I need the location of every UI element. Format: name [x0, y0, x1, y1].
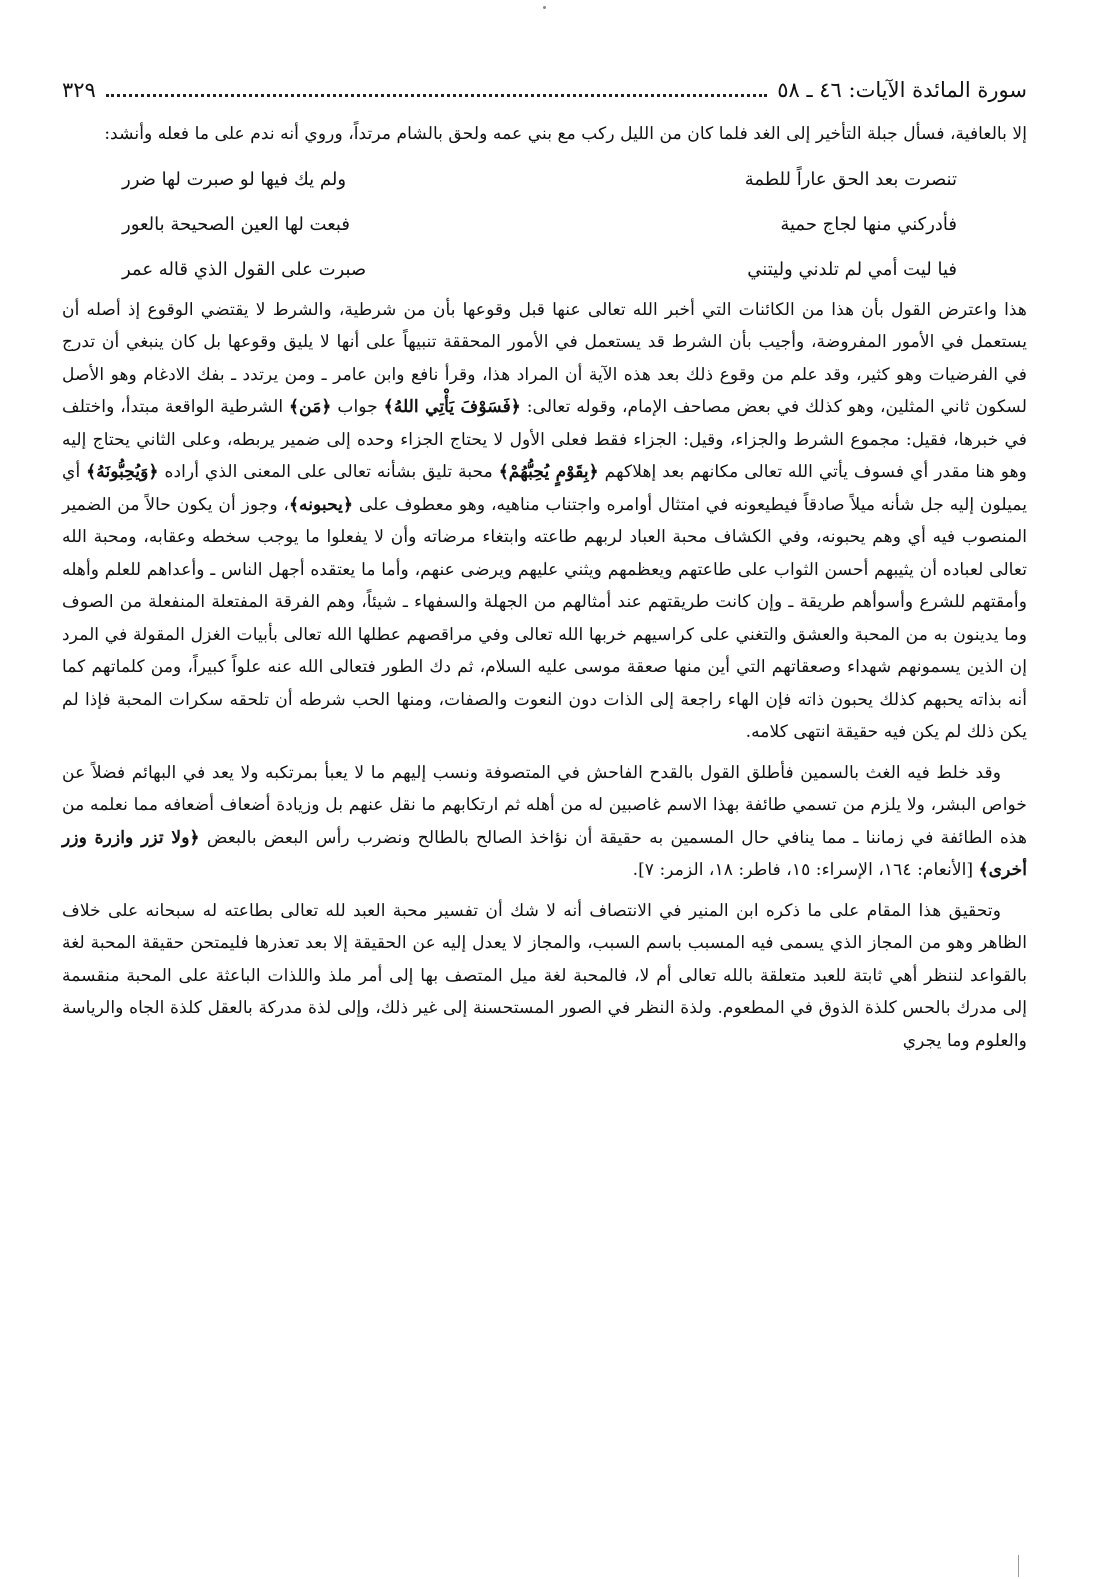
- text-run: محبة تليق بشأنه تعالى على المعنى الذي أراده: [158, 462, 499, 482]
- page-number: ٣٢٩: [62, 78, 96, 102]
- book-page: [62, 78, 1027, 1558]
- verse-first-half: فأدركني منها لجاج حمية: [780, 213, 957, 235]
- quran-quote: ﴿يحبونه﴾: [288, 494, 354, 515]
- quran-quote: ﴿مَن﴾: [289, 397, 332, 417]
- poem: [62, 157, 1027, 292]
- poem-verse-2: [62, 202, 1027, 247]
- text-run: ، وجوز أن يكون حالاً من الضمير المنصوب فيه أي وهم يحبونه، وفي الكشاف محبة العباد لربهم طاعته وابتغاء مرضاته وأن لا يفعلوا ما يوجب سخطه وعقابه، ومحبة الله تعالى لعباده أن يثيبهم أحسن الثواب على طاعتهم ويعظمهم ويثني عليهم ويرضى عنهم، وأما ما يعتقده أجهل الناس ـ وأعداهم للعلم وأهله وأمقتهم للشرع وأسوأهم طريقة ـ وإن كانت طريقتهم عند أمثالهم من الجهلة والسفهاء ـ شيئاً، وهم الفرقة المفتعلة المنفعلة من الصوف وما يدينون به من المحبة والعشق والتغني على كراسيهم خربها الله تعالى وفي مراقصهم عطلها الله تعالى بأبيات الغزل المقولة في المرد إن الذين يسمونهم شهداء وصعقاتهم التي أين منها صعقة موسى عليه السلام، ثم دك الطور فتعالى الله عنه علواً كبيراً، ومن كلماتهم كما أنه بذاته يحبهم كذلك يحبون ذاته فإن الهاء راجعة إلى الذات دون النعوت والصفات، ومنها الحب شرطه أن تلحقه سكرات المحبة فإذا لم يكن ذلك لم يكن فيه حقيقة انتهى كلامه.: [62, 494, 1027, 742]
- running-header: [62, 78, 1027, 118]
- verse-first-half: فيا ليت أمي لم تلدني وليتني: [747, 258, 957, 280]
- scan-dot: [543, 6, 546, 9]
- verse-second-half: ولم يك فيها لو صبرت لها ضرر: [122, 168, 347, 190]
- verse-second-half: صبرت على القول الذي قاله عمر: [122, 258, 367, 280]
- paragraph-2: [62, 294, 1027, 749]
- text-run: [الأنعام: ١٦٤، الإسراء: ١٥، فاطر: ١٨، الزمر: ٧].: [632, 860, 979, 880]
- quran-quote: ﴿فَسَوْفَ يَأْتِي اللهُ﴾: [383, 397, 521, 417]
- poem-verse-1: [62, 157, 1027, 202]
- paragraph-4: وتحقيق هذا المقام على ما ذكره ابن المنير في الانتصاف أنه لا شك أن تفسير محبة العبد لله تعالى بطاعته له سبحانه على خلاف الظاهر وهو من المجاز الذي يسمى فيه المسبب باسم السبب، والمجاز لا يعدل إليه عن الحقيقة إلا بعد تعذرها فليمتحن حقيقة المحبة لغة بالقواعد لننظر أهي ثابتة للعبد متعلقة بالله تعالى أم لا، فالمحبة لغة ميل المتصف بها إلى أمر ملذ واللذات الباعثة على المحبة منقسمة إلى مدرك بالحس كلذة الذوق في المطعوم. ولذة النظر في الصور المستحسنة إلى غير ذلك، وإلى لذة مدركة بالعقل كلذة الجاه والرياسة والعلوم وما يجري: [62, 900, 1027, 1051]
- dotted-leader: [106, 80, 767, 97]
- paragraph-1: إلا بالعافية، فسأل جبلة التأخير إلى الغد فلما كان من الليل ركب مع بني عمه ولحق بالشام مرتداً، وروي أنه ندم على ما فعله وأنشد:: [104, 124, 1027, 144]
- verse-second-half: فبعت لها العين الصحيحة بالعور: [122, 213, 350, 235]
- text-run: جواب: [331, 397, 384, 417]
- quran-quote: ﴿ولا تزر وازرة وزر أخرى﴾: [62, 827, 1027, 880]
- quran-quote: ﴿وَيُحِبُّونَهُ﴾: [86, 462, 159, 482]
- scan-edge-mark: [1018, 1555, 1019, 1577]
- text-run: هذا واعترض القول بأن هذا من الكائنات التي أخبر الله تعالى عنها قبل وقوعها بأن من شرطية، والشرط لا يقتضي الوقوع إذ أصله أن يستعمل في الأمور المفروضة، وأجيب بأن الشرط قد يستعمل في الأمور المحققة تنبيهاً على أنها لا يليق وقوعها بل كان ينبغي أن تدرج في الفرضيات وهو كثير، وقد علم من وقوع ذلك بعد هذه الآية أن المراد هذا، وقرأ نافع وابن عامر ـ ومن يرتدد ـ بفك الادغام وهو الأصل لسكون ثاني المثلين، وهو كذلك في بعض مصاحف الإمام، وقوله تعالى:: [62, 299, 1028, 417]
- text-run: وقد خلط فيه الغث بالسمين فأطلق القول بالقدح الفاحش في المتصوفة ونسب إليهم ما لا يعبأ بمرتكبه ولا يعد في البهائم فضلاً عن خواص البشر، ولا يلزم من تسمي طائفة بهذا الاسم غاصبين له من أهله ثم ارتكابهم ما نقل عنهم بل وزيادة أضعاف أضعافه مما نعلمه من هذه الطائفة في زماننا ـ مما ينافي حال المسمين به حقيقة أن نؤاخذ الصالح بالطالح ونضرب رأس البعض بالبعض: [62, 762, 1028, 848]
- verse-first-half: تنصرت بعد الحق عاراً للطمة: [744, 168, 957, 190]
- text-run: الشرطية الواقعة مبتدأ، واختلف في خبرها، فقيل: مجموع الشرط والجزاء، وقيل: الجزاء فقط فعلى الأول لا يحتاج الجزاء وحده إلى ضمير يربطه، وعلى الثاني يحتاج إليه وهو هنا مقدر أي فسوف يأتي الله تعالى مكانهم بعد إهلاكهم: [62, 397, 1027, 482]
- quran-quote: ﴿بِقَوْمٍ يُحِبُّهُمْ﴾: [498, 462, 599, 482]
- poem-verse-3: [62, 247, 1027, 292]
- paragraph-3: [62, 757, 1027, 887]
- surah-title: سورة المائدة الآيات: ٤٦ ـ ٥٨: [777, 78, 1027, 102]
- text-run: أي يميلون إليه جل شأنه ميلاً صادقاً فيطيعونه في امتثال أوامره واجتناب مناهيه، وهو معطوف على: [62, 462, 1027, 515]
